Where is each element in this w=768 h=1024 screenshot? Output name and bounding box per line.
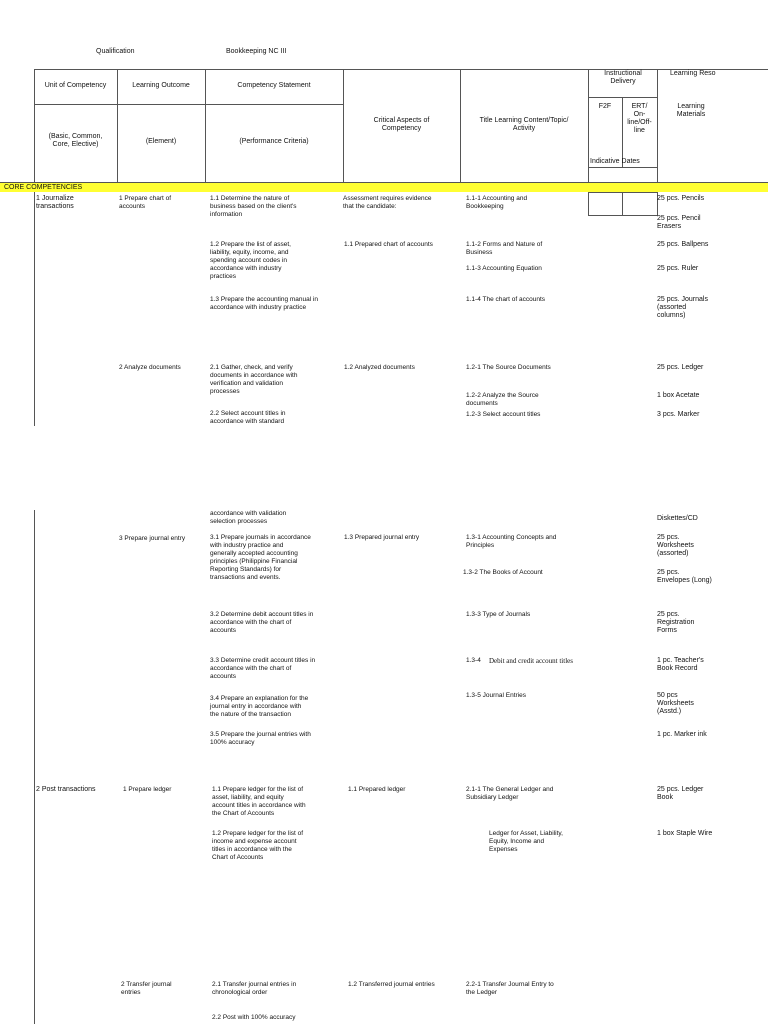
col-materials-header: Learning Materials — [676, 103, 706, 118]
statement-1-1: 1.1 Determine the nature of business based on the client's information — [210, 195, 297, 218]
delivery-divider — [588, 97, 658, 98]
material-worksheets: 25 pcs. Worksheets (assorted) — [657, 534, 694, 557]
content-1-1-2: 1.1-2 Forms and Nature of Business — [466, 241, 543, 256]
statement-2-2: 2.2 Select account titles in accordance with standard — [210, 410, 286, 425]
content-1-1-3: 1.1-3 Accounting Equation — [466, 265, 542, 272]
content-1-2-2: 1.2-2 Analyze the Source documents — [466, 392, 539, 407]
statement-3-3: 3.3 Determine credit account titles in accordance with the chart of accounts — [210, 657, 316, 680]
col-content-header: Title Learning Content/Topic/ Activity — [479, 117, 569, 132]
material-journals: 25 pcs. Journals (assorted columns) — [657, 296, 708, 319]
col-outcome-header: Learning Outcome — [132, 82, 190, 89]
col-delivery-header: Instructional Delivery — [604, 70, 642, 85]
col-statement-header: Competency Statement — [237, 82, 311, 89]
content-1-2-3: 1.2-3 Select account titles — [466, 411, 541, 418]
qualification-value: Bookkeeping NC III — [226, 48, 287, 55]
statement-5-2: 2.2 Post with 100% accuracy — [212, 1014, 296, 1021]
statement-2-2-cont: accordance with validation selection processes — [210, 510, 287, 525]
indicative-divider — [588, 167, 658, 168]
left-border — [34, 69, 35, 426]
material-ledger-book: 25 pcs. Ledger Book — [657, 786, 704, 801]
outcome-5: 2 Transfer journal entries — [121, 981, 172, 996]
core-competencies-band — [0, 183, 768, 192]
material-registration-forms: 25 pcs. Registration Forms — [657, 611, 695, 634]
statement-4-2: 1.2 Prepare ledger for the list of income and expense account titles in accordance with the Chart of Accounts — [212, 830, 304, 861]
content-1-3-3: 1.3-3 Type of Journals — [466, 611, 531, 618]
material-diskettes: Diskettes/CD — [657, 515, 698, 522]
material-ruler: 25 pcs. Ruler — [657, 265, 699, 272]
critical-2-1: 1.1 Prepared ledger — [348, 786, 406, 793]
header-mid-border — [34, 104, 344, 105]
material-envelopes: 25 pcs. Envelopes (Long) — [657, 569, 712, 584]
col-unit-header: Unit of Competency — [44, 82, 107, 89]
page-break-gap — [0, 426, 768, 510]
col-divider-7 — [657, 69, 658, 183]
content-1-3-4: Debit and credit account titles — [489, 657, 573, 665]
critical-1-3: 1.3 Prepared journal entry — [344, 534, 420, 541]
outcome-3: 3 Prepare journal entry — [119, 535, 186, 542]
col-divider-5 — [588, 69, 589, 183]
content-1-3-5: 1.3-5 Journal Entries — [466, 692, 526, 699]
outcome-1: 1 Prepare chart of accounts — [119, 195, 172, 210]
content-1-2-1: 1.2-1 The Source Documents — [466, 364, 551, 371]
critical-2-2: 1.2 Transferred journal entries — [348, 981, 435, 988]
statement-3-5: 3.5 Prepare the journal entries with 100% accuracy — [210, 731, 311, 746]
material-worksheets-asstd: 50 pcs Worksheets (Asstd.) — [657, 692, 694, 715]
statement-5-1: 2.1 Transfer journal entries in chronological order — [212, 981, 297, 996]
content-1-3-1: 1.3-1 Accounting Concepts and Principles — [466, 534, 557, 549]
content-1-3-2: 1.3-2 The Books of Account — [463, 569, 543, 576]
col-resources-header: Learning Reso — [670, 70, 716, 77]
statement-3-4: 3.4 Prepare an explanation for the journal entry in accordance with the nature of the transaction — [210, 695, 309, 718]
ert-box — [622, 192, 658, 216]
content-1-3-4-num: 1.3-4 — [466, 657, 481, 664]
col-unit-subheader: (Basic, Common, Core, Elective) — [48, 133, 103, 148]
material-pencils: 25 pcs. Pencils — [657, 195, 705, 202]
material-acetate: 1 box Acetate — [657, 392, 700, 399]
statement-1-2: 1.2 Prepare the list of asset, liability, equity, income, and spending account codes in accordance with industry practices — [210, 241, 291, 280]
f2f-box — [588, 192, 623, 216]
content-1-1-4: 1.1-4 The chart of accounts — [466, 296, 546, 303]
material-ledger: 25 pcs. Ledger — [657, 364, 704, 371]
col-ert-header: ERT/ On- line/Off- line — [627, 103, 652, 134]
statement-4-1: 1.1 Prepare ledger for the list of asset, liability, and equity account titles in accordance with the Chart of Accounts — [212, 786, 306, 817]
material-marker: 3 pcs. Marker — [657, 411, 700, 418]
unit-journalize: 1 Journalize transactions — [36, 195, 74, 210]
statement-3-1: 3.1 Prepare journals in accordance with industry practice and generally accepted accounting principles (Philippine Financial Reporting Standards) for transactions and events. — [210, 534, 311, 581]
content-1-1-1: 1.1-1 Accounting and Bookkeeping — [466, 195, 528, 210]
content-2-1-1: 2.1-1 The General Ledger and Subsidiary Ledger — [466, 786, 554, 801]
material-erasers: 25 pcs. Pencil Erasers — [657, 215, 701, 230]
statement-1-3: 1.3 Prepare the accounting manual in accordance with industry practice — [210, 296, 319, 311]
col-statement-subheader: (Performance Criteria) — [239, 138, 309, 145]
col-f2f-header: F2F — [598, 103, 612, 110]
material-ballpens: 25 pcs. Ballpens — [657, 241, 709, 248]
qualification-label: Qualification — [96, 48, 135, 55]
content-2-1-2: Ledger for Asset, Liability, Equity, Income and Expenses — [489, 830, 563, 853]
outcome-2: 2 Analyze documents — [119, 364, 181, 371]
critical-intro: Assessment requires evidence that the candidate: — [343, 195, 432, 210]
statement-3-2: 3.2 Determine debit account titles in accordance with the chart of accounts — [210, 611, 314, 634]
statement-2-1: 2.1 Gather, check, and verify documents in accordance with verification and validation processes — [210, 364, 298, 395]
col-indicative-header: Indicative Dates — [590, 158, 640, 165]
material-staple-wire: 1 box Staple Wire — [657, 830, 713, 837]
outcome-4: 1 Prepare ledger — [123, 786, 172, 793]
material-teacher-book: 1 pc. Teacher's Book Record — [657, 657, 704, 672]
col-outcome-subheader: (Element) — [145, 138, 177, 145]
critical-1-1: 1.1 Prepared chart of accounts — [344, 241, 433, 248]
unit-post-transactions: 2 Post transactions — [36, 786, 96, 793]
material-marker-ink: 1 pc. Marker ink — [657, 731, 707, 738]
core-competencies-label: CORE COMPETENCIES — [4, 184, 83, 191]
left-border-lower — [34, 510, 35, 1024]
col-critical-header: Critical Aspects of Competency — [373, 117, 430, 132]
content-2-2-1: 2.2-1 Transfer Journal Entry to the Ledger — [466, 981, 554, 996]
critical-1-2: 1.2 Analyzed documents — [344, 364, 415, 371]
